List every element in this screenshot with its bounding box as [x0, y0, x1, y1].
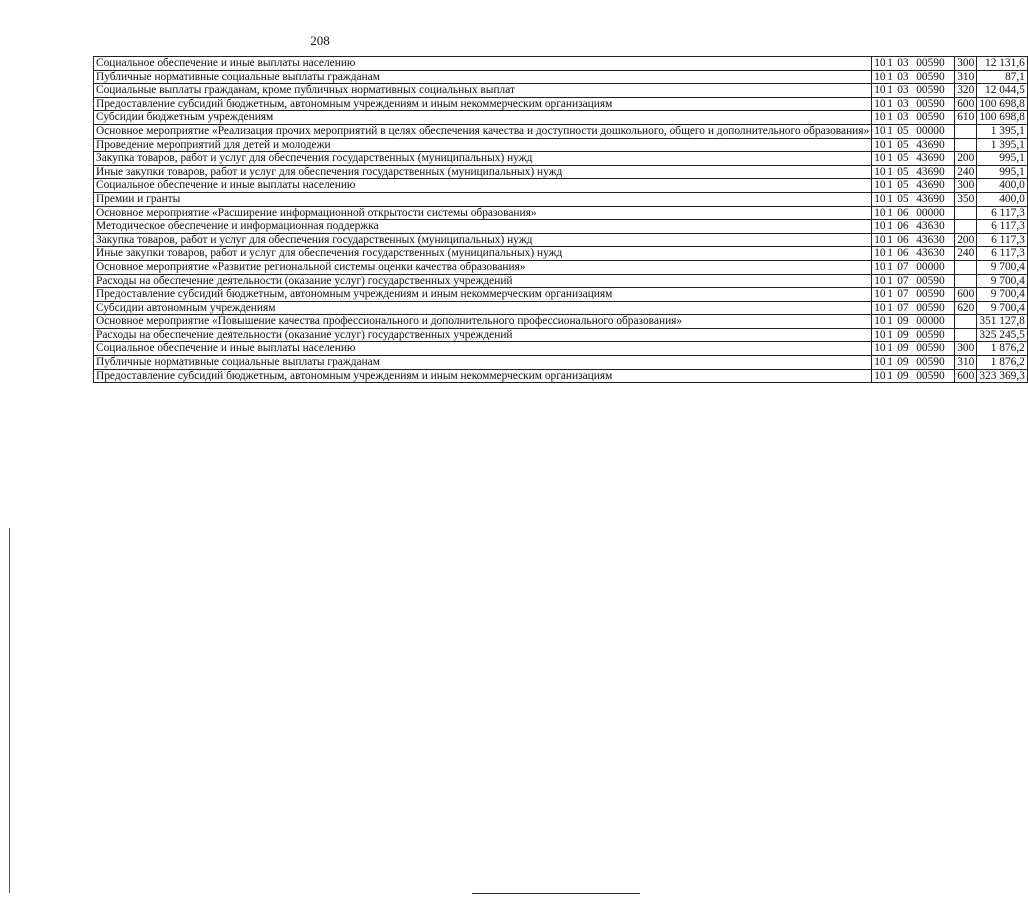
- code-part: 09: [897, 369, 909, 382]
- code-part: 10: [874, 288, 886, 301]
- code-part: 03: [897, 70, 909, 83]
- row-amount: 100 698,8: [977, 111, 1028, 125]
- row-name: Социальные выплаты гражданам, кроме публичных нормативных социальных выплат: [94, 84, 872, 98]
- code-part: 05: [897, 152, 909, 165]
- row-amount: 9 700,4: [977, 260, 1028, 274]
- table-row: [94, 220, 1028, 234]
- row-code: [872, 328, 955, 342]
- row-expense-type: [955, 315, 977, 329]
- row-code: [872, 57, 955, 71]
- code-part: 1: [887, 233, 893, 246]
- budget-table-body: [94, 57, 1028, 383]
- table-row: [94, 369, 1028, 383]
- code-part: 1: [887, 165, 893, 178]
- code-part: 00590: [916, 111, 945, 124]
- code-part: 07: [897, 274, 909, 287]
- row-code: [872, 111, 955, 125]
- row-expense-type: 300: [955, 57, 977, 71]
- code-part: 1: [887, 274, 893, 287]
- row-expense-type: 350: [955, 192, 977, 206]
- code-part: 03: [897, 111, 909, 124]
- code-part: 1: [887, 356, 893, 369]
- code-part: 1: [887, 288, 893, 301]
- row-amount: 6 117,3: [977, 247, 1028, 261]
- code-part: 10: [874, 111, 886, 124]
- code-part: 00000: [916, 124, 945, 137]
- code-part: 05: [897, 124, 909, 137]
- row-code: [872, 192, 955, 206]
- code-part: 10: [874, 70, 886, 83]
- code-part: 1: [887, 369, 893, 382]
- row-code: [872, 247, 955, 261]
- row-amount: 995,1: [977, 165, 1028, 179]
- code-part: 10: [874, 192, 886, 205]
- code-part: 06: [897, 247, 909, 260]
- row-expense-type: [955, 138, 977, 152]
- code-part: 10: [874, 206, 886, 219]
- row-name: Премии и гранты: [94, 192, 872, 206]
- code-part: 05: [897, 165, 909, 178]
- row-expense-type: 600: [955, 97, 977, 111]
- row-expense-type: [955, 206, 977, 220]
- row-code: [872, 369, 955, 383]
- code-part: 43690: [916, 165, 945, 178]
- row-amount: 1 395,1: [977, 124, 1028, 138]
- code-part: 1: [887, 301, 893, 314]
- row-expense-type: [955, 220, 977, 234]
- code-part: 1: [887, 206, 893, 219]
- row-name: Предоставление субсидий бюджетным, автономным учреждениям и иным некоммерческим организациям: [94, 369, 872, 383]
- row-amount: 12 131,6: [977, 57, 1028, 71]
- table-row: [94, 124, 1028, 138]
- code-part: 06: [897, 233, 909, 246]
- code-part: 10: [874, 97, 886, 110]
- row-amount: 9 700,4: [977, 301, 1028, 315]
- code-part: 10: [874, 233, 886, 246]
- code-part: 00590: [916, 369, 945, 382]
- row-code: [872, 165, 955, 179]
- table-row: [94, 70, 1028, 84]
- code-part: 43630: [916, 220, 945, 233]
- table-row: [94, 97, 1028, 111]
- row-code: [872, 260, 955, 274]
- row-expense-type: 620: [955, 301, 977, 315]
- code-part: 10: [874, 328, 886, 341]
- row-expense-type: 310: [955, 356, 977, 370]
- table-row: [94, 274, 1028, 288]
- code-part: 07: [897, 288, 909, 301]
- code-part: 05: [897, 192, 909, 205]
- table-row: [94, 342, 1028, 356]
- code-part: 10: [874, 342, 886, 355]
- table-row: [94, 206, 1028, 220]
- table-row: [94, 165, 1028, 179]
- row-expense-type: 240: [955, 165, 977, 179]
- code-part: 1: [887, 247, 893, 260]
- code-part: 43690: [916, 192, 945, 205]
- row-code: [872, 206, 955, 220]
- code-part: 10: [874, 260, 886, 273]
- row-expense-type: 310: [955, 70, 977, 84]
- code-part: 1: [887, 179, 893, 192]
- code-part: 05: [897, 138, 909, 151]
- row-name: Расходы на обеспечение деятельности (оказание услуг) государственных учреждений: [94, 274, 872, 288]
- code-part: 03: [897, 84, 909, 97]
- row-code: [872, 233, 955, 247]
- code-part: 00590: [916, 84, 945, 97]
- code-part: 00000: [916, 206, 945, 219]
- code-part: 00590: [916, 57, 945, 69]
- row-code: [872, 356, 955, 370]
- row-name: Основное мероприятие «Развитие региональной системы оценки качества образования»: [94, 260, 872, 274]
- row-amount: 87,1: [977, 70, 1028, 84]
- row-code: [872, 274, 955, 288]
- code-part: 00590: [916, 301, 945, 314]
- table-row: [94, 111, 1028, 125]
- row-expense-type: 300: [955, 342, 977, 356]
- row-amount: 6 117,3: [977, 206, 1028, 220]
- row-code: [872, 124, 955, 138]
- row-amount: 400,0: [977, 179, 1028, 193]
- row-expense-type: 600: [955, 288, 977, 302]
- code-part: 43630: [916, 247, 945, 260]
- code-part: 09: [897, 342, 909, 355]
- row-code: [872, 138, 955, 152]
- row-code: [872, 179, 955, 193]
- row-name: Закупка товаров, работ и услуг для обеспечения государственных (муниципальных) нужд: [94, 233, 872, 247]
- code-part: 10: [874, 356, 886, 369]
- code-part: 00590: [916, 288, 945, 301]
- code-part: 00590: [916, 274, 945, 287]
- row-code: [872, 97, 955, 111]
- code-part: 10: [874, 138, 886, 151]
- table-row: [94, 328, 1028, 342]
- code-part: 10: [874, 301, 886, 314]
- row-name: Иные закупки товаров, работ и услуг для обеспечения государственных (муниципальных) нужд: [94, 247, 872, 261]
- code-part: 10: [874, 315, 886, 328]
- code-part: 43690: [916, 138, 945, 151]
- row-name: Субсидии автономным учреждениям: [94, 301, 872, 315]
- code-part: 09: [897, 315, 909, 328]
- code-part: 1: [887, 57, 893, 69]
- row-name: Основное мероприятие «Реализация прочих мероприятий в целях обеспечения качества и доступности дошкольного, общего и дополнительного образования»: [94, 124, 872, 138]
- page-number: 208: [310, 33, 330, 48]
- table-row: [94, 192, 1028, 206]
- row-code: [872, 220, 955, 234]
- row-amount: 323 369,3: [977, 369, 1028, 383]
- row-expense-type: 200: [955, 233, 977, 247]
- table-row: [94, 179, 1028, 193]
- row-amount: 400,0: [977, 192, 1028, 206]
- row-name: Основное мероприятие «Расширение информационной открытости системы образования»: [94, 206, 872, 220]
- row-expense-type: [955, 328, 977, 342]
- table-row: [94, 260, 1028, 274]
- code-part: 03: [897, 57, 909, 69]
- row-code: [872, 152, 955, 166]
- row-amount: 6 117,3: [977, 233, 1028, 247]
- table-row: [94, 315, 1028, 329]
- code-part: 07: [897, 260, 909, 273]
- table-row: [94, 233, 1028, 247]
- table-row: [94, 288, 1028, 302]
- row-expense-type: [955, 124, 977, 138]
- row-amount: 6 117,3: [977, 220, 1028, 234]
- code-part: 09: [897, 328, 909, 341]
- code-part: 10: [874, 84, 886, 97]
- code-part: 07: [897, 301, 909, 314]
- code-part: 1: [887, 124, 893, 137]
- code-part: 1: [887, 111, 893, 124]
- row-expense-type: 320: [955, 84, 977, 98]
- code-part: 00590: [916, 356, 945, 369]
- row-expense-type: [955, 260, 977, 274]
- code-part: 00590: [916, 342, 945, 355]
- row-code: [872, 342, 955, 356]
- row-amount: 1 876,2: [977, 356, 1028, 370]
- row-name: Социальное обеспечение и иные выплаты населению: [94, 57, 872, 71]
- code-part: 06: [897, 206, 909, 219]
- code-part: 1: [887, 152, 893, 165]
- row-amount: 995,1: [977, 152, 1028, 166]
- code-part: 00590: [916, 328, 945, 341]
- code-part: 43690: [916, 152, 945, 165]
- code-part: 1: [887, 315, 893, 328]
- row-name: Предоставление субсидий бюджетным, автономным учреждениям и иным некоммерческим организациям: [94, 288, 872, 302]
- code-part: 10: [874, 165, 886, 178]
- row-expense-type: 240: [955, 247, 977, 261]
- row-name: Методическое обеспечение и информационная поддержка: [94, 220, 872, 234]
- code-part: 10: [874, 247, 886, 260]
- code-part: 1: [887, 70, 893, 83]
- code-part: 00590: [916, 70, 945, 83]
- row-name: Проведение мероприятий для детей и молодежи: [94, 138, 872, 152]
- code-part: 1: [887, 84, 893, 97]
- code-part: 10: [874, 57, 886, 69]
- row-amount: 325 245,5: [977, 328, 1028, 342]
- row-expense-type: 600: [955, 369, 977, 383]
- row-amount: 100 698,8: [977, 97, 1028, 111]
- table-row: [94, 356, 1028, 370]
- row-name: Социальное обеспечение и иные выплаты населению: [94, 342, 872, 356]
- margin-line: [9, 528, 10, 893]
- row-code: [872, 301, 955, 315]
- code-part: 1: [887, 97, 893, 110]
- code-part: 00590: [916, 97, 945, 110]
- row-expense-type: 200: [955, 152, 977, 166]
- row-name: Закупка товаров, работ и услуг для обеспечения государственных (муниципальных) нужд: [94, 152, 872, 166]
- code-part: 06: [897, 220, 909, 233]
- code-part: 1: [887, 328, 893, 341]
- code-part: 1: [887, 138, 893, 151]
- code-part: 1: [887, 342, 893, 355]
- row-expense-type: 300: [955, 179, 977, 193]
- row-amount: 9 700,4: [977, 274, 1028, 288]
- code-part: 03: [897, 97, 909, 110]
- code-part: 1: [887, 220, 893, 233]
- row-amount: 9 700,4: [977, 288, 1028, 302]
- row-name: Социальное обеспечение и иные выплаты населению: [94, 179, 872, 193]
- table-row: [94, 247, 1028, 261]
- table-row: [94, 301, 1028, 315]
- row-expense-type: 610: [955, 111, 977, 125]
- code-part: 10: [874, 152, 886, 165]
- row-name: Предоставление субсидий бюджетным, автономным учреждениям и иным некоммерческим организациям: [94, 97, 872, 111]
- table-row: [94, 138, 1028, 152]
- row-name: Субсидии бюджетным учреждениям: [94, 111, 872, 125]
- row-code: [872, 84, 955, 98]
- code-part: 10: [874, 124, 886, 137]
- footer-line: [472, 893, 640, 894]
- code-part: 43690: [916, 179, 945, 192]
- code-part: 1: [887, 260, 893, 273]
- row-amount: 1 395,1: [977, 138, 1028, 152]
- code-part: 09: [897, 356, 909, 369]
- code-part: 1: [887, 192, 893, 205]
- row-amount: 12 044,5: [977, 84, 1028, 98]
- row-name: Основное мероприятие «Повышение качества профессионального и дополнительного профессионального образования»: [94, 315, 872, 329]
- code-part: 00000: [916, 260, 945, 273]
- row-amount: 351 127,8: [977, 315, 1028, 329]
- code-part: 10: [874, 274, 886, 287]
- code-part: 10: [874, 220, 886, 233]
- row-name: Расходы на обеспечение деятельности (оказание услуг) государственных учреждений: [94, 328, 872, 342]
- row-expense-type: [955, 274, 977, 288]
- code-part: 43630: [916, 233, 945, 246]
- table-row: [94, 152, 1028, 166]
- row-code: [872, 70, 955, 84]
- row-amount: 1 876,2: [977, 342, 1028, 356]
- table-row: [94, 84, 1028, 98]
- budget-table: [93, 56, 1028, 383]
- row-name: Публичные нормативные социальные выплаты гражданам: [94, 356, 872, 370]
- code-part: 10: [874, 369, 886, 382]
- code-part: 10: [874, 179, 886, 192]
- code-part: 05: [897, 179, 909, 192]
- row-code: [872, 288, 955, 302]
- code-part: 00000: [916, 315, 945, 328]
- row-code: [872, 315, 955, 329]
- row-name: Публичные нормативные социальные выплаты гражданам: [94, 70, 872, 84]
- table-row: [94, 57, 1028, 71]
- row-name: Иные закупки товаров, работ и услуг для обеспечения государственных (муниципальных) нужд: [94, 165, 872, 179]
